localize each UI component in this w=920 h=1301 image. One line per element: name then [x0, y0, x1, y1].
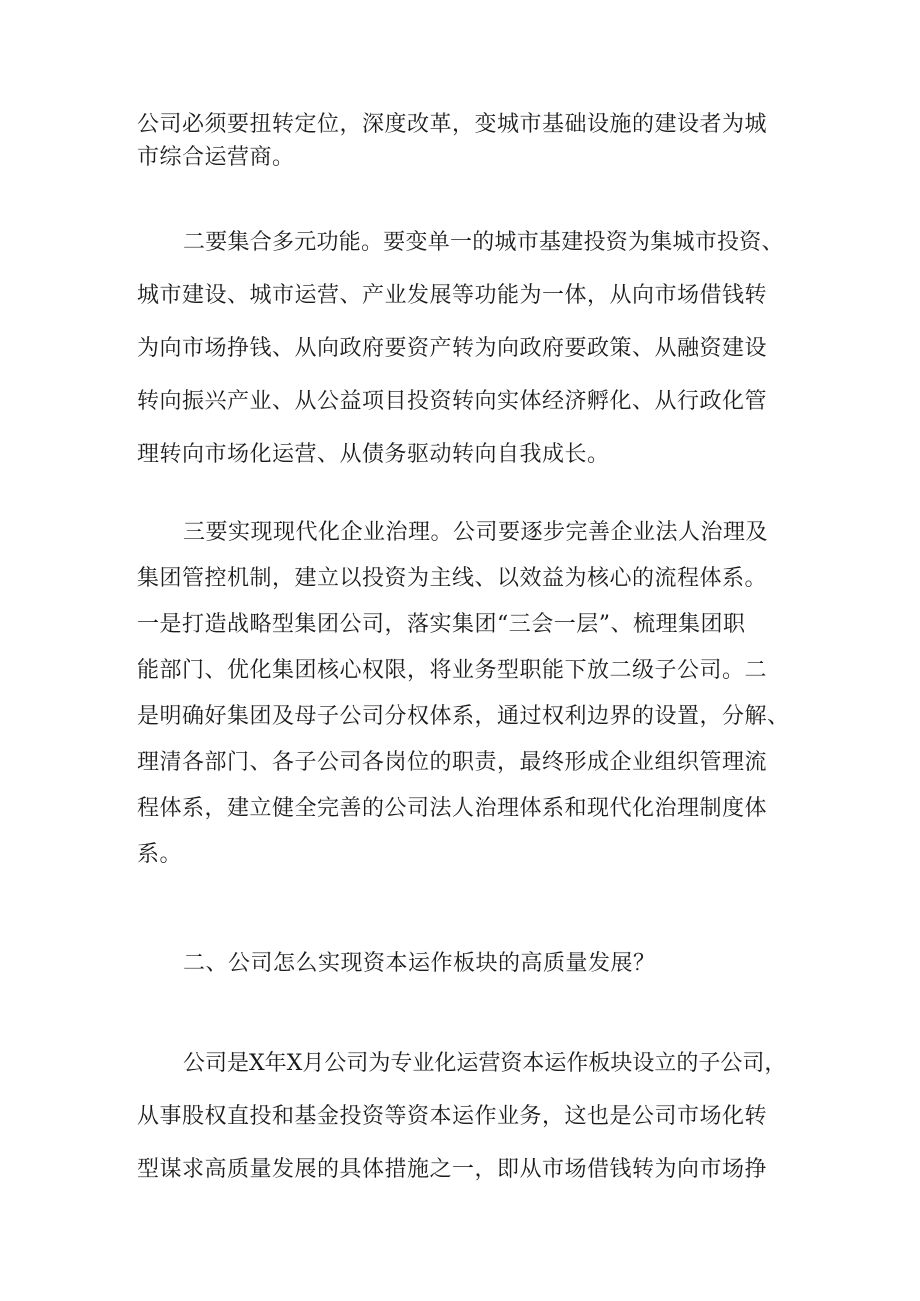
text-line: 集团管控机制，建立以投资为主线、以效益为核心的流程体系。 — [137, 566, 768, 591]
text-line: 一是打造战略型集团公司，落实集团“三会一层”、梳理集团职 — [137, 612, 746, 637]
text-line: 公司必须要扭转定位，深度改革，变城市基础设施的建设者为城 — [137, 112, 768, 137]
text-line: 型谋求高质量发展的具体措施之一，即从市场借钱转为向市场挣 — [137, 1157, 768, 1182]
heading-line: 二、公司怎么实现资本运作板块的高质量发展？ — [183, 951, 656, 976]
text-line: 程体系，建立健全完善的公司法人治理体系和现代化治理制度体 — [137, 796, 768, 821]
text-line: 能部门、优化集团核心权限，将业务型职能下放二级子公司。二 — [137, 658, 768, 683]
text-line: 城市建设、城市运营、产业发展等功能为一体，从向市场借钱转 — [137, 283, 768, 308]
text-line: 系。 — [137, 842, 183, 867]
text-line: 公司是X年X月公司为专业化运营资本运作板块设立的子公司， — [183, 1051, 787, 1076]
text-line: 从事股权直投和基金投资等资本运作业务，这也是公司市场化转 — [137, 1104, 768, 1129]
text-line: 三要实现现代化企业治理。公司要逐步完善企业法人治理及 — [183, 520, 769, 545]
text-line: 二要集合多元功能。要变单一的城市基建投资为集城市投资、 — [183, 230, 784, 255]
text-line: 是明确好集团及母子公司分权体系，通过权利边界的设置，分解、 — [137, 704, 790, 729]
text-line: 理清各部门、各子公司各岗位的职责，最终形成企业组织管理流 — [137, 750, 768, 775]
text-line: 市综合运营商。 — [137, 145, 295, 170]
text-line: 为向市场挣钱、从向政府要资产转为向政府要政策、从融资建设 — [137, 336, 768, 361]
text-line: 转向振兴产业、从公益项目投资转向实体经济孵化、从行政化管 — [137, 389, 768, 414]
text-line: 理转向市场化运营、从债务驱动转向自我成长。 — [137, 442, 610, 467]
